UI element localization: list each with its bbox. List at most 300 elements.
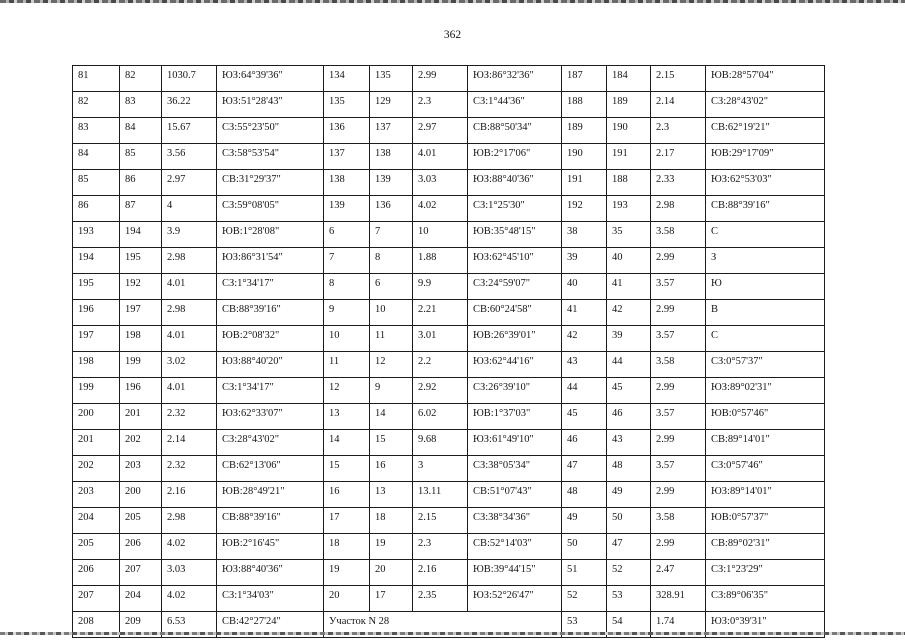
group3-point-to-cell-text: 53 [612, 590, 623, 601]
group3-point-to-cell-text: 50 [612, 512, 623, 523]
group3-point-from-cell [562, 248, 607, 274]
group3-point-to-cell [607, 404, 651, 430]
group1-bearing-cell-text: ЮВ:2°16'45" [222, 538, 280, 549]
group3-distance-cell-text: 2.99 [656, 382, 675, 393]
group3-distance-cell [651, 248, 706, 274]
group1-point-to-cell [120, 534, 162, 560]
group1-point-from-cell [73, 378, 120, 404]
group3-bearing-cell [706, 378, 825, 404]
group3-point-from-cell-text: 52 [567, 590, 578, 601]
group1-bearing-cell [217, 352, 324, 378]
group2-point-to-cell [370, 326, 413, 352]
group2-distance-cell [413, 378, 468, 404]
group1-point-to-cell-text: 87 [125, 200, 136, 211]
group3-bearing-cell-text: СЗ:0°57'37" [711, 356, 763, 367]
group1-distance-cell [162, 352, 217, 378]
group2-distance-cell [413, 586, 468, 612]
group3-point-to-cell-text: 191 [612, 148, 628, 159]
group3-bearing-cell-text: СЗ:0°57'46" [711, 460, 763, 471]
group1-point-to-cell-text: 206 [125, 538, 141, 549]
group2-bearing-cell [468, 222, 562, 248]
group1-distance-cell-text: 2.98 [167, 252, 186, 263]
group2-point-from-cell [324, 92, 370, 118]
group1-point-from-cell [73, 274, 120, 300]
group1-distance-cell [162, 404, 217, 430]
group2-point-to-cell-text: 10 [375, 304, 386, 315]
group3-distance-cell [651, 144, 706, 170]
group1-bearing-cell [217, 508, 324, 534]
group3-point-from-cell-text: 41 [567, 304, 578, 315]
group1-point-from-cell [73, 456, 120, 482]
table-row [73, 248, 825, 274]
group3-point-from-cell-text: 191 [567, 174, 583, 185]
group2-point-to-cell-text: 139 [375, 174, 391, 185]
group2-point-from-cell-text: 12 [329, 382, 340, 393]
group1-point-to-cell [120, 404, 162, 430]
group3-point-from-cell-text: 39 [567, 252, 578, 263]
group3-distance-cell [651, 404, 706, 430]
group3-bearing-cell-text: ЮВ:0°57'37" [711, 512, 769, 523]
group1-point-to-cell [120, 248, 162, 274]
group2-distance-cell-text: 3.03 [418, 174, 437, 185]
group2-point-from-cell-text: 137 [329, 148, 345, 159]
group2-point-from-cell-text: 136 [329, 122, 345, 133]
group1-distance-cell [162, 118, 217, 144]
group2-bearing-cell-text: СЗ:38°05'34" [473, 460, 531, 471]
group2-point-to-cell [370, 92, 413, 118]
group3-point-from-cell-text: 42 [567, 330, 578, 341]
group2-bearing-cell-text: ЮВ:39°44'15" [473, 564, 536, 575]
group2-point-from-cell-text: 7 [329, 252, 335, 263]
group3-point-from-cell [562, 352, 607, 378]
group3-point-to-cell [607, 456, 651, 482]
group3-point-to-cell [607, 300, 651, 326]
group1-distance-cell [162, 482, 217, 508]
group3-bearing-cell-text: В [711, 304, 719, 315]
group1-bearing-cell [217, 326, 324, 352]
group2-bearing-cell-text: СВ:52°14'03" [473, 538, 532, 549]
group3-distance-cell-text: 1.74 [656, 616, 675, 627]
group2-point-from-cell [324, 326, 370, 352]
group3-point-from-cell [562, 586, 607, 612]
group2-point-from-cell-text: 19 [329, 564, 340, 575]
group2-bearing-cell [468, 66, 562, 92]
table-row [73, 508, 825, 534]
group1-point-from-cell-text: 208 [78, 616, 94, 627]
group3-distance-cell-text: 3.57 [656, 460, 675, 471]
group3-point-to-cell [607, 534, 651, 560]
group1-distance-cell [162, 326, 217, 352]
group2-point-from-cell [324, 456, 370, 482]
group2-distance-cell [413, 482, 468, 508]
table-row [73, 170, 825, 196]
group2-distance-cell-text: 4.01 [418, 148, 437, 159]
group3-bearing-cell [706, 456, 825, 482]
group2-bearing-cell-text: ЮВ:26°39'01" [473, 330, 536, 341]
group3-point-from-cell-text: 45 [567, 408, 578, 419]
group1-point-to-cell-text: 82 [125, 70, 136, 81]
group3-bearing-cell [706, 92, 825, 118]
group3-bearing-cell [706, 508, 825, 534]
group1-distance-cell-text: 3.56 [167, 148, 186, 159]
group3-bearing-cell-text: ЮЗ:0°39'31" [711, 616, 767, 627]
group1-point-to-cell-text: 195 [125, 252, 141, 263]
group1-point-from-cell-text: 206 [78, 564, 94, 575]
group1-point-to-cell-text: 200 [125, 486, 141, 497]
group1-bearing-cell [217, 222, 324, 248]
group1-point-from-cell-text: 86 [78, 200, 89, 211]
group2-point-to-cell-text: 16 [375, 460, 386, 471]
group3-point-to-cell-text: 45 [612, 382, 623, 393]
group2-bearing-cell [468, 482, 562, 508]
group1-point-to-cell-text: 86 [125, 174, 136, 185]
group2-distance-cell-text: 2.16 [418, 564, 437, 575]
group2-point-from-cell-text: 8 [329, 278, 335, 289]
group2-bearing-cell-text: ЮВ:35°48'15" [473, 226, 536, 237]
group2-point-from-cell [324, 222, 370, 248]
group3-point-from-cell-text: 46 [567, 434, 578, 445]
group2-bearing-cell-text: ЮЗ:61°49'10" [473, 434, 534, 445]
group3-bearing-cell [706, 404, 825, 430]
group3-bearing-cell [706, 66, 825, 92]
table-row [73, 118, 825, 144]
group1-point-from-cell [73, 534, 120, 560]
group3-distance-cell [651, 586, 706, 612]
group1-point-to-cell-text: 85 [125, 148, 136, 159]
group2-distance-cell-text: 2.99 [418, 70, 437, 81]
group1-point-from-cell [73, 430, 120, 456]
group2-point-to-cell [370, 352, 413, 378]
group1-distance-cell-text: 2.98 [167, 304, 186, 315]
group2-distance-cell [413, 248, 468, 274]
group2-distance-cell-text: 2.3 [418, 96, 432, 107]
group2-bearing-cell [468, 274, 562, 300]
group3-point-from-cell-text: 53 [567, 616, 578, 627]
group2-point-to-cell [370, 170, 413, 196]
group1-point-from-cell [73, 196, 120, 222]
group3-point-to-cell [607, 508, 651, 534]
group1-point-from-cell-text: 199 [78, 382, 94, 393]
group1-point-from-cell-text: 198 [78, 356, 94, 367]
table-row [73, 586, 825, 612]
group3-point-to-cell-text: 39 [612, 330, 623, 341]
group3-bearing-cell [706, 430, 825, 456]
group3-bearing-cell-text: ЮЗ:62°53'03" [711, 174, 772, 185]
group1-point-from-cell-text: 83 [78, 122, 89, 133]
group3-bearing-cell-text: СВ:88°39'16" [711, 200, 770, 211]
group2-bearing-cell-text: ЮВ:1°37'03" [473, 408, 531, 419]
group2-point-from-cell-text: 15 [329, 460, 340, 471]
group1-distance-cell [162, 66, 217, 92]
group1-bearing-cell [217, 118, 324, 144]
group1-point-to-cell-text: 192 [125, 278, 141, 289]
group3-point-from-cell-text: 188 [567, 96, 583, 107]
group3-distance-cell [651, 222, 706, 248]
group1-distance-cell [162, 586, 217, 612]
group3-point-to-cell-text: 54 [612, 616, 623, 627]
group3-distance-cell-text: 2.99 [656, 486, 675, 497]
group1-point-to-cell-text: 207 [125, 564, 141, 575]
group1-point-to-cell-text: 205 [125, 512, 141, 523]
table-row [73, 92, 825, 118]
table-row [73, 456, 825, 482]
group2-point-to-cell [370, 66, 413, 92]
group2-point-to-cell-text: 137 [375, 122, 391, 133]
group1-bearing-cell [217, 274, 324, 300]
group1-point-from-cell-text: 207 [78, 590, 94, 601]
group1-distance-cell [162, 196, 217, 222]
group2-distance-cell-text: 10 [418, 226, 429, 237]
group1-bearing-cell-text: СВ:88°39'16" [222, 512, 281, 523]
group1-point-from-cell [73, 586, 120, 612]
group2-bearing-cell [468, 456, 562, 482]
group2-point-to-cell-text: 13 [375, 486, 386, 497]
group1-bearing-cell [217, 196, 324, 222]
table-row [73, 222, 825, 248]
group2-bearing-cell [468, 118, 562, 144]
group3-distance-cell [651, 352, 706, 378]
group3-distance-cell-text: 2.98 [656, 200, 675, 211]
group1-distance-cell [162, 456, 217, 482]
group2-point-to-cell [370, 196, 413, 222]
group2-point-from-cell-text: 14 [329, 434, 340, 445]
group2-point-to-cell [370, 586, 413, 612]
group3-point-from-cell-text: 48 [567, 486, 578, 497]
group1-point-to-cell-text: 202 [125, 434, 141, 445]
group1-point-to-cell-text: 84 [125, 122, 136, 133]
group1-distance-cell [162, 560, 217, 586]
group2-distance-cell [413, 352, 468, 378]
group1-bearing-cell-text: ЮЗ:88°40'20" [222, 356, 283, 367]
group2-point-from-cell-text: 20 [329, 590, 340, 601]
group3-bearing-cell-text: СВ:62°19'21" [711, 122, 770, 133]
group2-point-from-cell-text: 135 [329, 96, 345, 107]
group2-point-to-cell-text: 12 [375, 356, 386, 367]
group1-point-to-cell [120, 222, 162, 248]
group1-point-from-cell [73, 508, 120, 534]
group3-point-to-cell [607, 170, 651, 196]
table-row [73, 196, 825, 222]
group2-distance-cell [413, 92, 468, 118]
group3-point-to-cell [607, 560, 651, 586]
group2-distance-cell [413, 560, 468, 586]
group1-bearing-cell-text: ЮЗ:51°28'43" [222, 96, 283, 107]
group3-bearing-cell-text: З [711, 252, 717, 263]
group1-point-to-cell [120, 92, 162, 118]
group2-bearing-cell-text: ЮЗ:62°44'16" [473, 356, 534, 367]
group1-point-from-cell [73, 404, 120, 430]
group1-point-to-cell-text: 194 [125, 226, 141, 237]
group2-bearing-cell-text: СЗ:38°34'36" [473, 512, 531, 523]
group1-point-from-cell [73, 352, 120, 378]
group1-distance-cell [162, 144, 217, 170]
group2-distance-cell [413, 534, 468, 560]
group3-point-from-cell-text: 192 [567, 200, 583, 211]
group3-distance-cell-text: 2.15 [656, 70, 675, 81]
group2-point-to-cell [370, 482, 413, 508]
group3-point-from-cell [562, 560, 607, 586]
group3-distance-cell-text: 2.47 [656, 564, 675, 575]
group1-point-to-cell [120, 170, 162, 196]
group3-distance-cell [651, 482, 706, 508]
group3-bearing-cell [706, 560, 825, 586]
group3-point-to-cell [607, 586, 651, 612]
group1-distance-cell-text: 3.03 [167, 564, 186, 575]
group2-point-to-cell-text: 19 [375, 538, 386, 549]
group1-bearing-cell-text: СЗ:59°08'05" [222, 200, 280, 211]
group1-bearing-cell-text: СВ:88°39'16" [222, 304, 281, 315]
group3-distance-cell-text: 2.17 [656, 148, 675, 159]
table-row [73, 144, 825, 170]
group1-bearing-cell-text: СЗ:28°43'02" [222, 434, 280, 445]
group2-point-to-cell-text: 129 [375, 96, 391, 107]
group1-bearing-cell-text: СВ:62°13'06" [222, 460, 281, 471]
group1-point-from-cell-text: 205 [78, 538, 94, 549]
group1-point-to-cell [120, 144, 162, 170]
group1-distance-cell [162, 508, 217, 534]
group2-bearing-cell-text: СВ:88°50'34" [473, 122, 532, 133]
group1-bearing-cell-text: ЮЗ:86°31'54" [222, 252, 283, 263]
group2-distance-cell-text: 9.9 [418, 278, 432, 289]
group3-point-to-cell-text: 35 [612, 226, 623, 237]
group1-bearing-cell [217, 248, 324, 274]
group2-point-to-cell [370, 404, 413, 430]
group2-bearing-cell-text: СЗ:24°59'07" [473, 278, 531, 289]
group3-distance-cell [651, 196, 706, 222]
group3-point-to-cell [607, 482, 651, 508]
group1-point-to-cell [120, 326, 162, 352]
group3-point-from-cell [562, 196, 607, 222]
group1-distance-cell-text: 36.22 [167, 96, 191, 107]
group1-point-to-cell-text: 196 [125, 382, 141, 393]
group1-distance-cell-text: 6.53 [167, 616, 186, 627]
group2-point-to-cell [370, 222, 413, 248]
group2-bearing-cell [468, 534, 562, 560]
group3-distance-cell-text: 3.58 [656, 226, 675, 237]
group1-point-from-cell [73, 144, 120, 170]
group1-point-to-cell-text: 204 [125, 590, 141, 601]
group2-distance-cell-text: 2.21 [418, 304, 437, 315]
group2-bearing-cell [468, 326, 562, 352]
group3-point-from-cell-text: 190 [567, 148, 583, 159]
page-number: 362 [443, 29, 462, 41]
group3-point-to-cell-text: 49 [612, 486, 623, 497]
group1-point-from-cell-text: 204 [78, 512, 94, 523]
group1-point-to-cell-text: 197 [125, 304, 141, 315]
group1-distance-cell-text: 4.02 [167, 538, 186, 549]
table-row [73, 482, 825, 508]
group3-point-to-cell-text: 46 [612, 408, 623, 419]
group2-point-from-cell [324, 144, 370, 170]
group1-point-to-cell [120, 66, 162, 92]
group3-point-from-cell [562, 66, 607, 92]
group1-bearing-cell [217, 300, 324, 326]
group1-distance-cell-text: 15.67 [167, 122, 191, 133]
group3-distance-cell-text: 328.91 [656, 590, 685, 601]
group2-point-to-cell [370, 560, 413, 586]
group2-bearing-cell-text: СВ:51°07'43" [473, 486, 532, 497]
group1-distance-cell [162, 430, 217, 456]
table-row [73, 378, 825, 404]
group1-point-to-cell-text: 209 [125, 616, 141, 627]
group2-point-from-cell-text: 17 [329, 512, 340, 523]
group2-point-from-cell [324, 586, 370, 612]
group1-distance-cell-text: 2.32 [167, 408, 186, 419]
group2-point-from-cell [324, 196, 370, 222]
group1-distance-cell-text: 3.02 [167, 356, 186, 367]
group1-point-from-cell [73, 560, 120, 586]
group1-bearing-cell-text: СЗ:1°34'17" [222, 278, 274, 289]
group1-point-from-cell-text: 201 [78, 434, 94, 445]
group2-bearing-cell-text: СЗ:26°39'10" [473, 382, 531, 393]
group2-point-to-cell-text: 11 [375, 330, 386, 341]
group1-bearing-cell-text: СЗ:1°34'03" [222, 590, 274, 601]
group2-distance-cell-text: 2.35 [418, 590, 437, 601]
group2-bearing-cell [468, 352, 562, 378]
group1-point-from-cell-text: 82 [78, 96, 89, 107]
group3-distance-cell-text: 3.58 [656, 356, 675, 367]
group2-point-from-cell [324, 560, 370, 586]
group3-bearing-cell [706, 274, 825, 300]
group1-bearing-cell-text: СЗ:55°23'50" [222, 122, 280, 133]
table-row [73, 326, 825, 352]
group2-bearing-cell [468, 144, 562, 170]
group3-point-from-cell [562, 534, 607, 560]
group1-point-from-cell-text: 203 [78, 486, 94, 497]
group2-point-from-cell-text: 134 [329, 70, 345, 81]
group3-point-to-cell [607, 92, 651, 118]
group3-point-to-cell [607, 66, 651, 92]
group2-point-from-cell [324, 534, 370, 560]
group3-point-to-cell [607, 430, 651, 456]
group2-point-to-cell-text: 135 [375, 70, 391, 81]
group2-point-from-cell [324, 170, 370, 196]
group3-bearing-cell [706, 222, 825, 248]
group3-point-to-cell-text: 48 [612, 460, 623, 471]
group3-bearing-cell-text: Ю [711, 278, 722, 289]
group3-bearing-cell-text: СВ:89°14'01" [711, 434, 770, 445]
group3-bearing-cell-text: СЗ:28°43'02" [711, 96, 769, 107]
group3-point-to-cell-text: 43 [612, 434, 623, 445]
group2-distance-cell-text: 9.68 [418, 434, 437, 445]
group1-point-from-cell [73, 92, 120, 118]
group1-point-from-cell [73, 300, 120, 326]
group2-point-to-cell [370, 430, 413, 456]
group1-point-from-cell-text: 197 [78, 330, 94, 341]
group1-bearing-cell [217, 482, 324, 508]
group3-distance-cell-text: 2.99 [656, 434, 675, 445]
table-body [73, 66, 825, 638]
group3-bearing-cell-text: СВ:89°02'31" [711, 538, 770, 549]
group1-bearing-cell [217, 560, 324, 586]
group2-bearing-cell [468, 508, 562, 534]
group3-point-to-cell-text: 41 [612, 278, 623, 289]
group2-distance-cell-text: 13.11 [418, 486, 442, 497]
group2-bearing-cell [468, 196, 562, 222]
group3-distance-cell [651, 300, 706, 326]
group2-point-from-cell [324, 430, 370, 456]
group2-point-from-cell [324, 378, 370, 404]
group3-point-from-cell [562, 378, 607, 404]
group1-point-to-cell [120, 300, 162, 326]
group2-point-from-cell [324, 300, 370, 326]
group3-point-from-cell [562, 170, 607, 196]
group2-distance-cell [413, 222, 468, 248]
scan-edge-bottom [0, 632, 905, 635]
group3-point-from-cell [562, 326, 607, 352]
group1-point-to-cell [120, 196, 162, 222]
group2-point-from-cell [324, 404, 370, 430]
